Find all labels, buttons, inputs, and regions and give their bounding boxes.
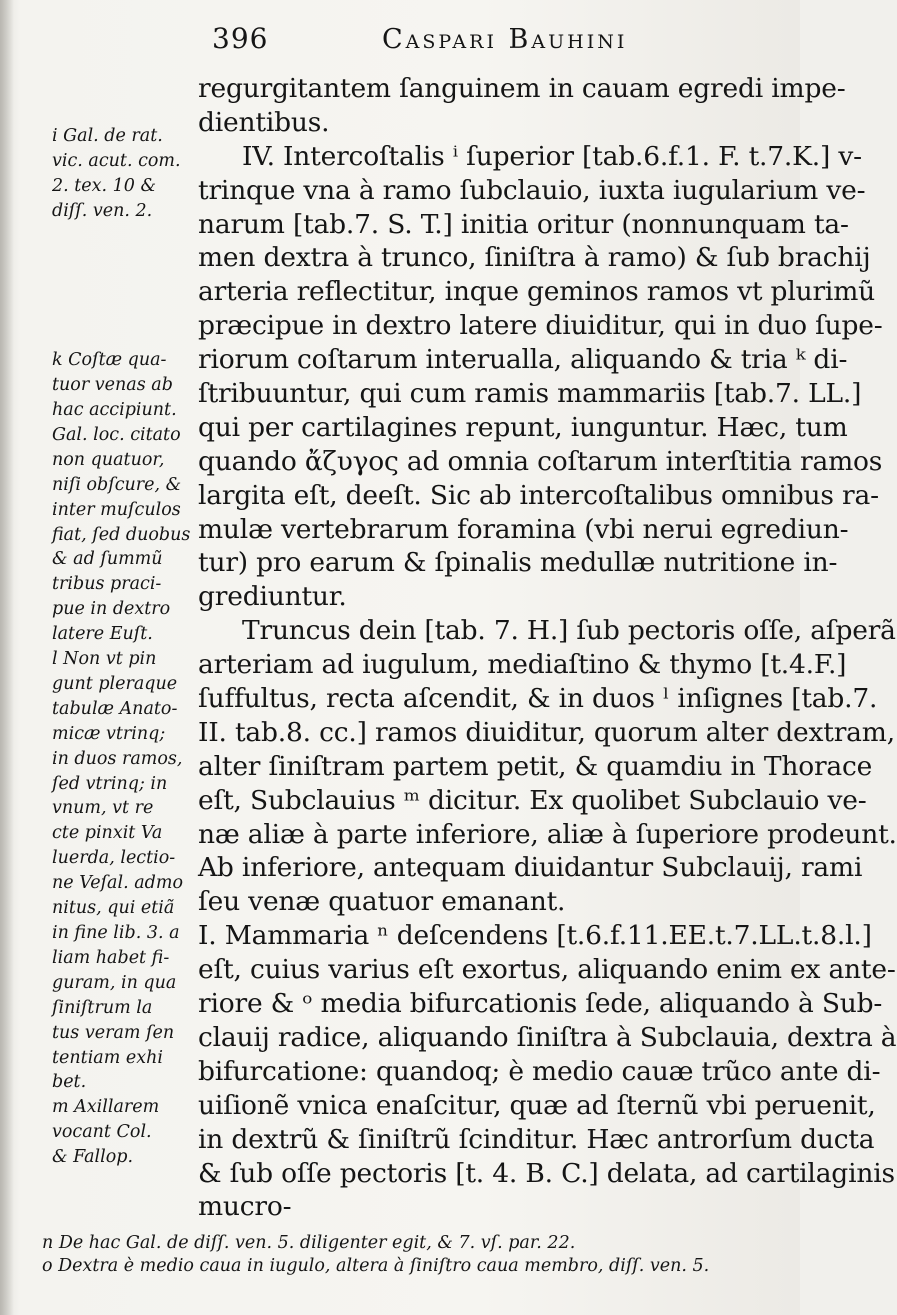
text-line: bifurcatione: quandoq; è medio cauæ trũco ante di- (198, 1055, 881, 1087)
text-line: Ab inferiore, antequam diuidantur Subclauij, rami (198, 852, 863, 884)
text-line: & ſub oſſe pectoris [t. 4. B. C.] delata, ad cartilaginis (198, 1157, 895, 1189)
margin-note-line: ne Veſal. admo (52, 873, 183, 894)
margin-note-line: liam habet fi- (52, 947, 170, 968)
margin-note-line: k Coſtæ qua- (52, 350, 167, 371)
text-line: mulæ vertebrarum foramina (vbi nerui egrediun- (198, 513, 849, 545)
text-line: ſuffultus, recta aſcendit, & in duos ˡ inſignes [tab.7. (198, 683, 878, 715)
margin-note-line: vic. acut. com. (52, 150, 181, 171)
text-line: quando ἄζυγος ad omnia coſtarum interſtitia ramos (198, 445, 883, 477)
margin-note-line: in fine lib. 3. a (52, 923, 180, 943)
text-line: II. tab.8. cc.] ramos diuiditur, quorum alter dextram, (198, 716, 895, 748)
footnote-line: o Dextra è medio caua in iugulo, altera à ſiniſtro caua membro, diſſ. ven. 5. (42, 1256, 710, 1276)
margin-note-line: vnum, vt re (52, 798, 154, 819)
margin-note-line (52, 323, 202, 348)
margin-note-line: inter muſculos (52, 499, 181, 520)
margin-note-line: diſſ. ven. 2. (52, 200, 153, 221)
margin-note-line: i Gal. de rat. (52, 126, 163, 146)
margin-note-line: in duos ramos, (52, 748, 183, 769)
margin-note-line: tus veram ſen (52, 1022, 175, 1043)
margin-note-line: ſed vtrinq; in (52, 773, 168, 794)
margin-note-line: l Non vt pin (52, 649, 157, 670)
text-line: largita eſt, deeſt. Sic ab intercoſtalibus omnibus ra- (198, 479, 879, 511)
text-line: Truncus dein [tab. 7. H.] ſub pectoris oſſe, aſperã (242, 615, 896, 647)
margin-note-line: bet. (52, 1072, 87, 1093)
margin-note-line: latere Euſt. (52, 624, 153, 645)
text-line: ſeu venæ quatuor emanant. (198, 886, 566, 918)
margin-note-line (52, 298, 202, 323)
margin-note-line: 2. tex. 10 & (52, 175, 157, 196)
running-title: Caspari Bauhini (382, 24, 628, 55)
text-line: dientibus. (198, 106, 330, 138)
margin-note-line (52, 273, 202, 298)
margin-note-line: tabulæ Anato- (52, 698, 178, 719)
text-line: næ aliæ à parte inferiore, aliæ à ſuperiore prodeunt. (198, 818, 897, 850)
page-number: 396 (212, 22, 269, 55)
gutter-shadow (0, 0, 14, 1315)
margin-note-line: Gal. loc. citato (52, 424, 181, 445)
text-line: clauij radice, aliquando ſiniſtra à Subclauia, dextra à (198, 1021, 897, 1053)
margin-notes (52, 124, 202, 1170)
margin-note-line: fiat, ſed duobus (52, 524, 191, 545)
margin-note-line (52, 224, 202, 249)
text-line: grediuntur. (198, 581, 347, 613)
text-line: narum [tab.7. S. T.] initia oritur (nonnunquam ta- (198, 208, 849, 240)
margin-note-line: hac accipiunt. (52, 399, 177, 420)
text-line: præcipue in dextro latere diuiditur, qui in duo ſupe- (198, 310, 883, 342)
margin-note-line: tribus praci- (52, 574, 162, 595)
text-line: mucro- (198, 1191, 292, 1223)
text-line: uiſionẽ vnica enaſcitur, quæ ad ſternũ vbi peruenit, (198, 1089, 876, 1121)
margin-note-line: tentiam exhi (52, 1047, 163, 1068)
text-line: alter ſiniſtram partem petit, & quamdiu in Thorace (198, 750, 873, 782)
margin-note-line: micæ vtrinq; (52, 723, 166, 744)
main-text-block (198, 72, 897, 1224)
margin-note-line: & ad ſummũ (52, 549, 163, 570)
margin-note-line: guram, in qua (52, 972, 177, 993)
margin-note-line: nitus, qui etiã (52, 898, 175, 919)
text-line: IV. Intercoſtalis ⁱ ſuperior [tab.6.f.1. F. t.7.K.] v- (242, 140, 862, 172)
margin-note-line: luerda, lectio- (52, 848, 176, 869)
margin-note-line: non quatuor, (52, 449, 165, 470)
footnotes (42, 1232, 762, 1278)
margin-note-line (52, 249, 202, 274)
text-line: riorum coſtarum interualla, aliquando & tria ᵏ di- (198, 344, 848, 376)
text-line: regurgitantem ſanguinem in cauam egredi impe- (198, 73, 846, 104)
text-line: men dextra à trunco, ſiniſtra à ramo) & ſub brachij (198, 242, 871, 274)
margin-note-line: gunt pleraque (52, 673, 178, 694)
text-line: ſtribuuntur, qui cum ramis mammariis [tab.7. LL.] (198, 378, 862, 410)
margin-note-line: pue in dextro (52, 599, 171, 620)
page-header (212, 22, 792, 62)
text-line: tur) pro earum & ſpinalis medullæ nutritione in- (198, 547, 838, 579)
text-line: qui per cartilagines repunt, iunguntur. Hæc, tum (198, 411, 848, 443)
text-line: trinque vna à ramo ſubclauio, iuxta iugularium ve- (198, 174, 866, 206)
margin-note-line: m Axillarem (52, 1097, 160, 1118)
text-line: in dextrũ & ſiniſtrũ ſcinditur. Hæc antrorſum ducta (198, 1123, 875, 1155)
text-line: arteria reflectitur, inque geminos ramos vt plurimũ (198, 276, 876, 308)
text-line: eſt, cuius varius eſt exortus, aliquando enim ex ante- (198, 954, 896, 986)
margin-note-line: cte pinxit Va (52, 823, 163, 844)
footnote-line: n De hac Gal. de diſſ. ven. 5. diligenter egit, & 7. vſ. par. 22. (42, 1233, 576, 1253)
text-line: riore & ᵒ media bifurcationis ſede, aliquando à Sub- (198, 988, 883, 1020)
margin-note-line: vocant Col. (52, 1122, 152, 1143)
text-line: arteriam ad iugulum, mediaſtino & thymo [t.4.F.] (198, 649, 847, 681)
margin-note-line: ſiniſtrum la (52, 997, 153, 1018)
margin-note-line: & Fallop. (52, 1147, 134, 1168)
text-line: I. Mammaria ⁿ deſcendens [t.6.f.11.EE.t.7.LL.t.8.l.] (198, 920, 872, 952)
margin-note-line: tuor venas ab (52, 375, 173, 396)
margin-note-line: niſi obſcure, & (52, 474, 182, 495)
text-line: eſt, Subclauius ᵐ dicitur. Ex quolibet Subclauio ve- (198, 784, 867, 816)
